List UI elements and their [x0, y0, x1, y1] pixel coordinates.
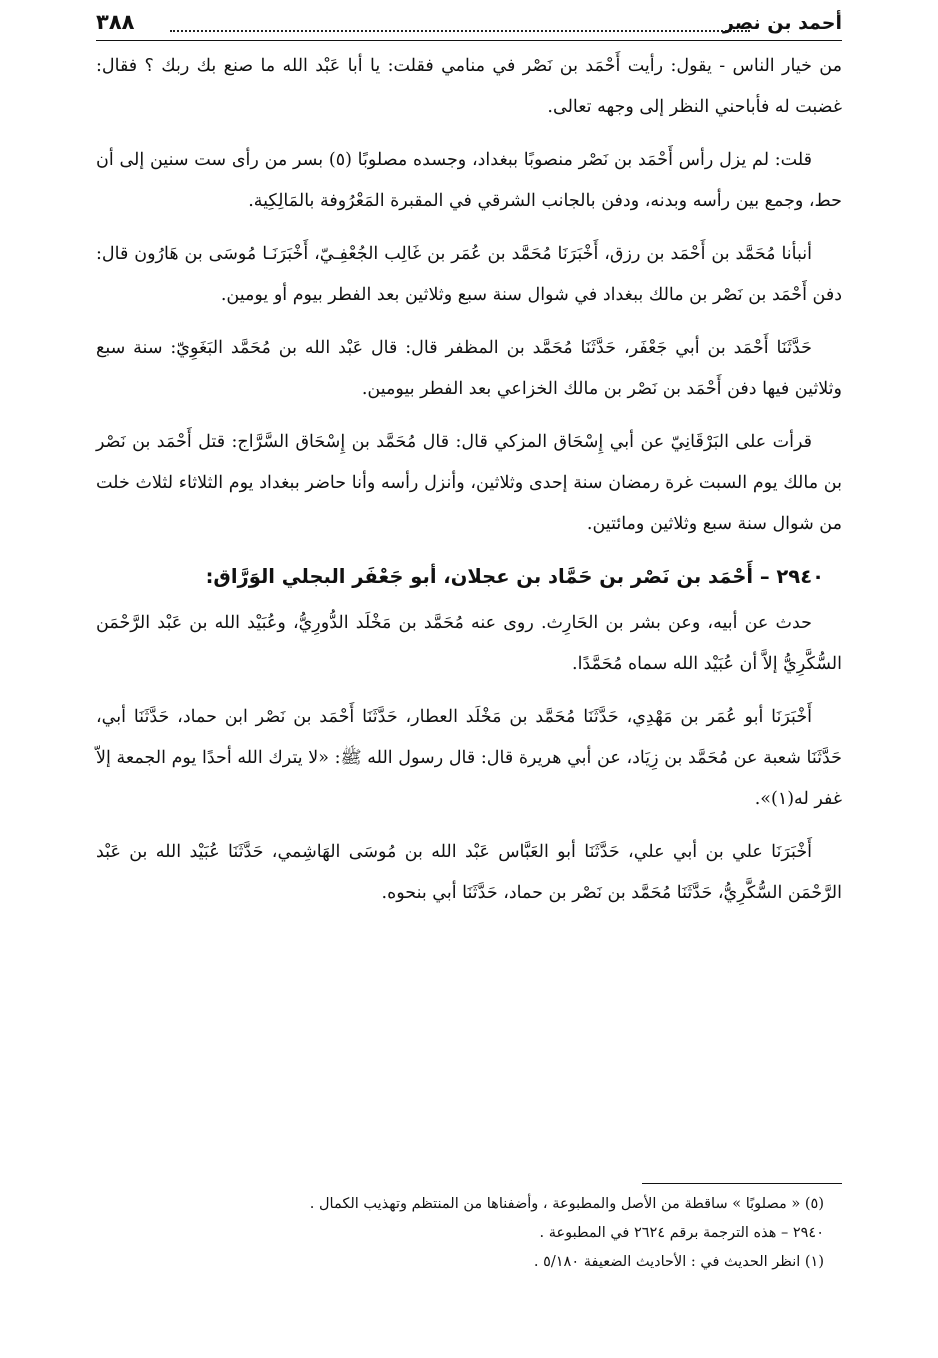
paragraph: حدث عن أبيه، وعن بشر بن الحَارِث. روى عنه مُحَمَّد بن مَخْلَد الدُّورِيُّ، وعُبَيْد الله بن عَبْد الرَّحْمَن السُّكَّرِيُّ إلاَّ أن عُبَيْد الله سماه مُحَمَّدًا. [96, 613, 842, 674]
footnote: ٢٩٤٠ – هذه الترجمة برقم ٢٦٢٤ في المطبوعة . [539, 1225, 824, 1241]
paragraph: أَخْبَرَنَا علي بن أبي علي، حَدَّثَنَا أبو العَبَّاس عَبْد الله بن مُوسَى الهَاشِمي، حَدَّثَنَا عُبَيْد الله بن عَبْد الرَّحْمَن السُّكَّرِيُّ، حَدَّثَنَا مُحَمَّد بن نَصْر بن حماد، حَدَّثَنَا أبي بنحوه. [96, 842, 842, 903]
running-head: أحمد بن نصر [722, 12, 842, 34]
page-number: ٣٨٨ [96, 10, 135, 34]
footnote-separator [642, 1183, 842, 1184]
footnotes [110, 1190, 824, 1277]
paragraph: من خيار الناس - يقول: رأيت أَحْمَد بن نَصْر في منامي فقلت: يا أبا عَبْد الله ما صنع بك ربك ؟ فقال: غضبت له فأباحني النظر إلى وجهه تعالى. [96, 56, 842, 117]
paragraph: أَخْبَرَنَا أبو عُمَر بن مَهْدِي، حَدَّثَنَا مُحَمَّد بن مَخْلَد العطار، حَدَّثَنَا أَحْمَد بن نَصْر ابن حماد، حَدَّثَنَا أبي، حَدَّثَنَا شعبة عن مُحَمَّد بن زِيَاد، عن أبي هريرة قال: قال رسول الله ﷺ: «لا يترك الله أحدًا يوم الجمعة إلاّ غفر له(١)». [96, 707, 842, 809]
page-body [96, 46, 842, 926]
footnote: (٥) « مصلوبًا » ساقطة من الأصل والمطبوعة ، وأضفناها من المنتظم وتهذيب الكمال . [309, 1196, 824, 1212]
paragraph: قلت: لم يزل رأس أَحْمَد بن نَصْر منصوبًا ببغداد، وجسده مصلوبًا (٥) بسر من رأى ست سنين إلى أن حط، وجمع بين رأسه وبدنه، ودفن بالجانب الشرقي في المقبرة المَعْرُوفة بالمَالِكِية. [96, 150, 842, 211]
paragraph: قرأت على البَرْقَانِيّ عن أبي إِسْحَاق المزكي قال: قال مُحَمَّد بن إِسْحَاق السَّرَّاج: قتل أَحْمَد بن نَصْر بن مالك يوم السبت غرة رمضان سنة إحدى وثلاثين، وأنزل رأسه وأنا حاضر ببغداد يوم الثلاثاء لثلاث خلت من شوال سنة سبع وثلاثين ومائتين. [96, 432, 842, 534]
header-dot-leader [170, 30, 750, 32]
entry-heading: ٢٩٤٠ – أَحْمَد بن نَصْر بن حَمَّاد بن عجلان، أبو جَعْفَر البجلي الوَرَّاق: [205, 565, 824, 588]
page-header [96, 6, 842, 41]
paragraph: أنبأنا مُحَمَّد بن أَحْمَد بن رزق، أَخْبَرَنَا مُحَمَّد بن عُمَر بن غَالِب الجُعْفِـيّ، أَخْبَرَنَـا مُوسَى بن هَارُون قال: دفن أَحْمَد بن نَصْر بن مالك ببغداد في شوال سنة سبع وثلاثين بعد الفطر بيوم أو يومين. [96, 244, 842, 305]
footnote: (١) انظر الحديث في : الأحاديث الضعيفة ٥/١٨٠ . [533, 1254, 824, 1270]
paragraph: حَدَّثَنَا أَحْمَد بن أبي جَعْفَر، حَدَّثَنَا مُحَمَّد بن المظفر قال: قال عَبْد الله بن مُحَمَّد البَغَوِيّ: سنة سبع وثلاثين فيها دفن أَحْمَد بن نَصْر بن مالك الخزاعي بعد الفطر بيومين. [96, 338, 842, 399]
